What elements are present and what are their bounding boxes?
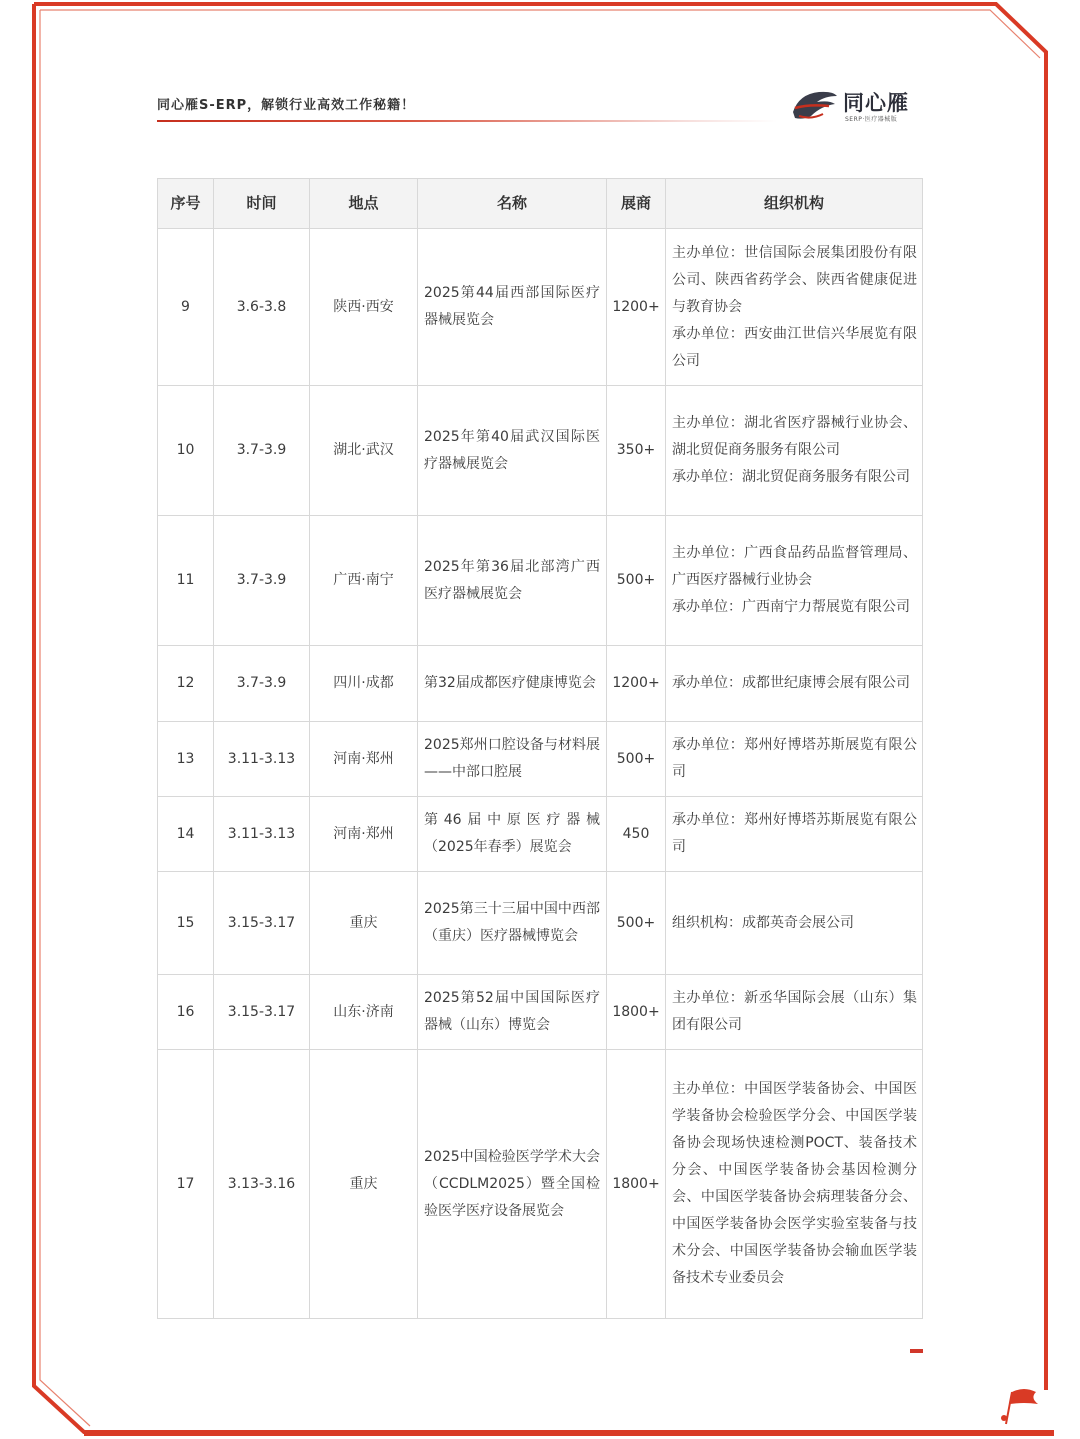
- row-time: 3.7-3.9: [214, 516, 310, 646]
- row-organizer: 主办单位：新丞华国际会展（山东）集团有限公司: [666, 975, 923, 1050]
- corner-accent-mark: [910, 1349, 923, 1353]
- row-time: 3.7-3.9: [214, 646, 310, 722]
- table-row: [158, 797, 923, 872]
- header-organizer: 组织机构: [666, 179, 923, 229]
- table-row: [158, 975, 923, 1050]
- flying-goose-logo-icon: [789, 86, 839, 126]
- row-exhibitors: 1800+: [607, 1050, 666, 1319]
- row-name: 第32届成都医疗健康博览会: [418, 646, 607, 722]
- row-time: 3.7-3.9: [214, 386, 310, 516]
- row-exhibitors: 450: [607, 797, 666, 872]
- row-place: 重庆: [310, 872, 418, 975]
- header-time: 时间: [214, 179, 310, 229]
- table-row: [158, 386, 923, 516]
- row-time: 3.11-3.13: [214, 722, 310, 797]
- row-place: 山东·济南: [310, 975, 418, 1050]
- header-name: 名称: [418, 179, 607, 229]
- row-place: 重庆: [310, 1050, 418, 1319]
- row-place: 河南·郑州: [310, 722, 418, 797]
- row-organizer: 承办单位：成都世纪康博会展有限公司: [666, 646, 923, 722]
- row-exhibitors: 1800+: [607, 975, 666, 1050]
- header-place: 地点: [310, 179, 418, 229]
- table-row: [158, 1050, 923, 1319]
- row-name: 2025第52届中国国际医疗器械（山东）博览会: [418, 975, 607, 1050]
- table-row: [158, 516, 923, 646]
- row-place: 河南·郑州: [310, 797, 418, 872]
- row-no: 16: [158, 975, 214, 1050]
- table-header-row: [158, 179, 923, 229]
- row-organizer: 主办单位：广西食品药品监督管理局、广西医疗器械行业协会 承办单位：广西南宁力帮展览有限公司: [666, 516, 923, 646]
- row-name: 2025第44届西部国际医疗器械展览会: [418, 229, 607, 386]
- row-place: 广西·南宁: [310, 516, 418, 646]
- table-row: [158, 229, 923, 386]
- expo-schedule-table: [157, 178, 923, 1319]
- row-name: 2025中国检验医学学术大会（CCDLM2025）暨全国检验医学医疗设备展览会: [418, 1050, 607, 1319]
- row-name: 2025第三十三届中国中西部（重庆）医疗器械博览会: [418, 872, 607, 975]
- row-place: 陕西·西安: [310, 229, 418, 386]
- row-organizer: 主办单位：世信国际会展集团股份有限公司、陕西省药学会、陕西省健康促进与教育协会 承办单位：西安曲江世信兴华展览有限公司: [666, 229, 923, 386]
- row-organizer: 承办单位：郑州好博塔苏斯展览有限公司: [666, 722, 923, 797]
- header-no: 序号: [158, 179, 214, 229]
- row-exhibitors: 350+: [607, 386, 666, 516]
- row-organizer: 承办单位：郑州好博塔苏斯展览有限公司: [666, 797, 923, 872]
- row-time: 3.13-3.16: [214, 1050, 310, 1319]
- logo-subtitle: SERP·医疗器械版: [845, 116, 898, 123]
- row-no: 14: [158, 797, 214, 872]
- table-row: [158, 722, 923, 797]
- header-exhibitors: 展商: [607, 179, 666, 229]
- row-exhibitors: 500+: [607, 516, 666, 646]
- row-exhibitors: 1200+: [607, 229, 666, 386]
- row-organizer: 组织机构：成都英奇会展公司: [666, 872, 923, 975]
- row-organizer: 主办单位：湖北省医疗器械行业协会、湖北贸促商务服务有限公司 承办单位：湖北贸促商务服务有限公司: [666, 386, 923, 516]
- row-name: 第46届中原医疗器械（2025年春季）展览会: [418, 797, 607, 872]
- row-time: 3.6-3.8: [214, 229, 310, 386]
- row-name: 2025年第36届北部湾广西医疗器械展览会: [418, 516, 607, 646]
- row-name: 2025年第40届武汉国际医疗器械展览会: [418, 386, 607, 516]
- row-no: 13: [158, 722, 214, 797]
- row-time: 3.11-3.13: [214, 797, 310, 872]
- row-place: 湖北·武汉: [310, 386, 418, 516]
- row-no: 9: [158, 229, 214, 386]
- row-exhibitors: 500+: [607, 872, 666, 975]
- table-row: [158, 872, 923, 975]
- row-time: 3.15-3.17: [214, 872, 310, 975]
- logo-title: 同心雁: [843, 91, 909, 115]
- page-header: [157, 84, 922, 128]
- brand-logo: [789, 84, 924, 128]
- row-time: 3.15-3.17: [214, 975, 310, 1050]
- row-no: 12: [158, 646, 214, 722]
- row-no: 15: [158, 872, 214, 975]
- row-no: 11: [158, 516, 214, 646]
- table-row: [158, 646, 923, 722]
- row-organizer: 主办单位：中国医学装备协会、中国医学装备协会检验医学分会、中国医学装备协会现场快速检测POCT、装备技术分会、中国医学装备协会基因检测分会、中国医学装备协会病理装备分会、中国医学装备协会医学实验室装备与技术分会、中国医学装备协会输血医学装备技术专业委员会: [666, 1050, 923, 1319]
- row-place: 四川·成都: [310, 646, 418, 722]
- row-name: 2025郑州口腔设备与材料展——中部口腔展: [418, 722, 607, 797]
- row-no: 17: [158, 1050, 214, 1319]
- row-exhibitors: 500+: [607, 722, 666, 797]
- flag-icon: [1001, 1389, 1038, 1424]
- header-divider: [157, 120, 777, 122]
- header-slogan: 同心雁S-ERP，解锁行业高效工作秘籍！: [157, 98, 416, 113]
- row-exhibitors: 1200+: [607, 646, 666, 722]
- row-no: 10: [158, 386, 214, 516]
